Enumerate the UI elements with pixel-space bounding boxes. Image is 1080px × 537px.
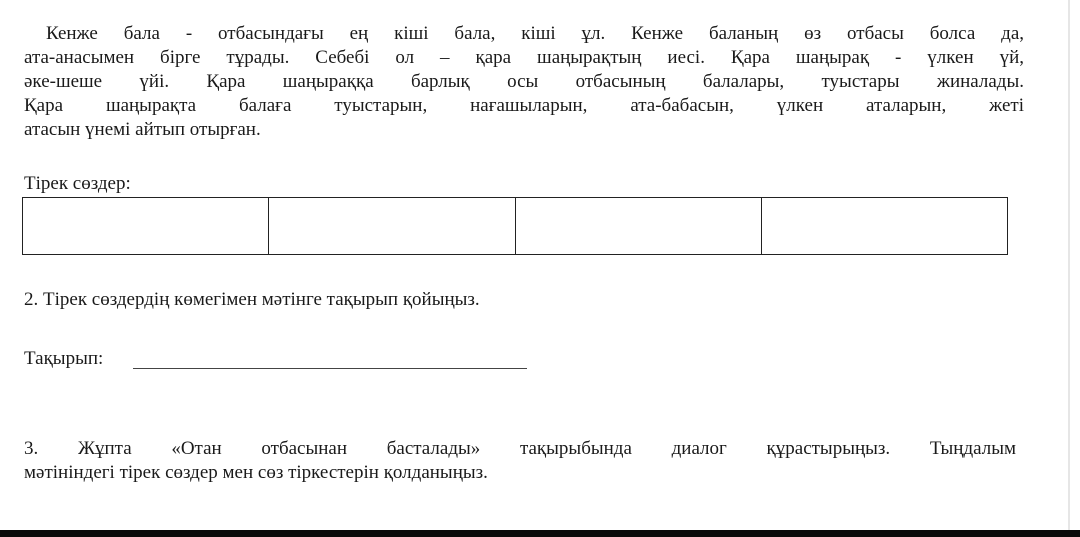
support-words-table: [22, 197, 1008, 255]
support-words-label: Тірек сөздер:: [24, 173, 131, 194]
support-word-cell[interactable]: [23, 198, 269, 255]
support-word-cell[interactable]: [515, 198, 761, 255]
bottom-border-bar: [0, 530, 1080, 537]
task-3-line: 3. Жұпта «Отан отбасынан басталады» тақырыбында диалог құрастырыңыз. Тыңдалым: [24, 438, 1016, 459]
title-answer-line[interactable]: [133, 368, 527, 369]
page-edge-divider: [1068, 0, 1070, 530]
task-3-instruction: [24, 437, 1016, 485]
title-label: Тақырып:: [24, 348, 104, 369]
paragraph-line: атасын үнемі айтып отырған.: [24, 119, 261, 140]
task-2-instruction: 2. Тірек сөздердің көмегімен мәтінге тақырып қойыңыз.: [24, 289, 480, 310]
paragraph-line: әке-шеше үйі. Қара шаңыраққа барлық осы отбасының балалары, туыстары жиналады.: [24, 71, 1024, 92]
task-3-line: мәтініндегі тірек сөздер мен сөз тіркестерін қолданыңыз.: [24, 462, 488, 483]
paragraph-line: ата-анасымен бірге тұрады. Себебі ол – қара шаңырақтың иесі. Қара шаңырақ - үлкен үй,: [24, 47, 1024, 68]
reading-paragraph: [24, 22, 1024, 142]
paragraph-line: Қара шаңырақта балаға туыстарын, нағашыларын, ата-бабасын, үлкен аталарын, жеті: [24, 95, 1024, 116]
support-word-cell[interactable]: [761, 198, 1007, 255]
support-words-row: [23, 198, 1008, 255]
support-word-cell[interactable]: [269, 198, 515, 255]
paragraph-line: Кенже бала - отбасындағы ең кіші бала, кіші ұл. Кенже баланың өз отбасы болса да,: [46, 23, 1024, 44]
